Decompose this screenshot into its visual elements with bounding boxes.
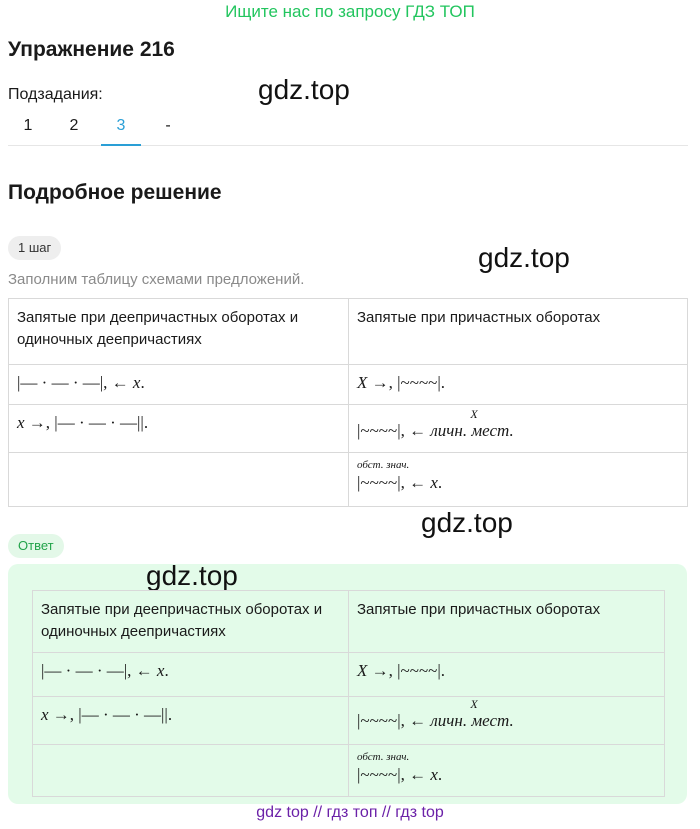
step-badge: 1 шаг [8, 236, 61, 260]
step-text: Заполним таблицу схемами предложений. [8, 271, 305, 288]
answer-table [32, 590, 665, 797]
answer-badge: Ответ [8, 534, 64, 558]
overmark-label: обст. знач. [357, 459, 410, 471]
tab-1[interactable]: 1 [23, 117, 33, 134]
watermark: gdz.top [146, 560, 238, 591]
overmark-label: обст. знач. [357, 751, 410, 763]
scheme-formula: X →, |~~~~|. [357, 661, 445, 680]
scheme-cell [349, 453, 688, 507]
top-banner: Ищите нас по запросу ГДЗ ТОП [225, 2, 475, 21]
section-title: Подробное решение [8, 181, 222, 204]
footer-watermark: gdz top // гдз топ // гдз top [256, 804, 444, 821]
watermark: gdz.top [421, 507, 513, 538]
exercise-title: Упражнение 216 [8, 38, 175, 61]
scheme-cell [349, 745, 665, 797]
scheme-cell [349, 365, 688, 405]
scheme-formula: x →, |— · — · —||. [17, 413, 149, 432]
table-header-participle: Запятые при причастных оборотах [349, 299, 688, 365]
scheme-formula: |~~~~|, ← x. [357, 473, 443, 492]
table-header-participle-adverbial: Запятые при деепричастных оборотах и одиночных деепричастиях [9, 299, 349, 365]
scheme-cell [349, 697, 665, 745]
scheme-cell [349, 405, 688, 453]
tab-2[interactable]: 2 [69, 117, 79, 134]
scheme-cell [33, 653, 349, 697]
schemes-table [8, 298, 688, 507]
scheme-cell [33, 697, 349, 745]
scheme-formula: |~~~~|, ← x. [357, 765, 443, 784]
scheme-formula: |— · — · —|, ← x. [41, 661, 169, 680]
scheme-cell-empty [33, 745, 349, 797]
table-header-participle: Запятые при причастных оборотах [349, 591, 665, 653]
scheme-cell-empty [9, 453, 349, 507]
subtask-tabs [8, 108, 688, 146]
tab-3[interactable]: 3 [101, 108, 141, 146]
table-header-participle-adverbial: Запятые при деепричастных оборотах и одиночных деепричастиях [33, 591, 349, 653]
scheme-cell [9, 365, 349, 405]
tab-dash[interactable]: - [165, 117, 171, 134]
scheme-formula: |~~~~|, ← X личн. мест. [357, 407, 514, 440]
scheme-formula: |— · — · —|, ← x. [17, 373, 145, 392]
scheme-cell [9, 405, 349, 453]
watermark: gdz.top [478, 242, 570, 273]
scheme-formula: X →, |~~~~|. [357, 373, 445, 392]
subtasks-label: Подзадания: [8, 86, 103, 103]
watermark: gdz.top [258, 74, 350, 105]
scheme-formula: x →, |— · — · —||. [41, 705, 173, 724]
scheme-formula: |~~~~|, ← X личн. мест. [357, 697, 514, 730]
scheme-cell [349, 653, 665, 697]
